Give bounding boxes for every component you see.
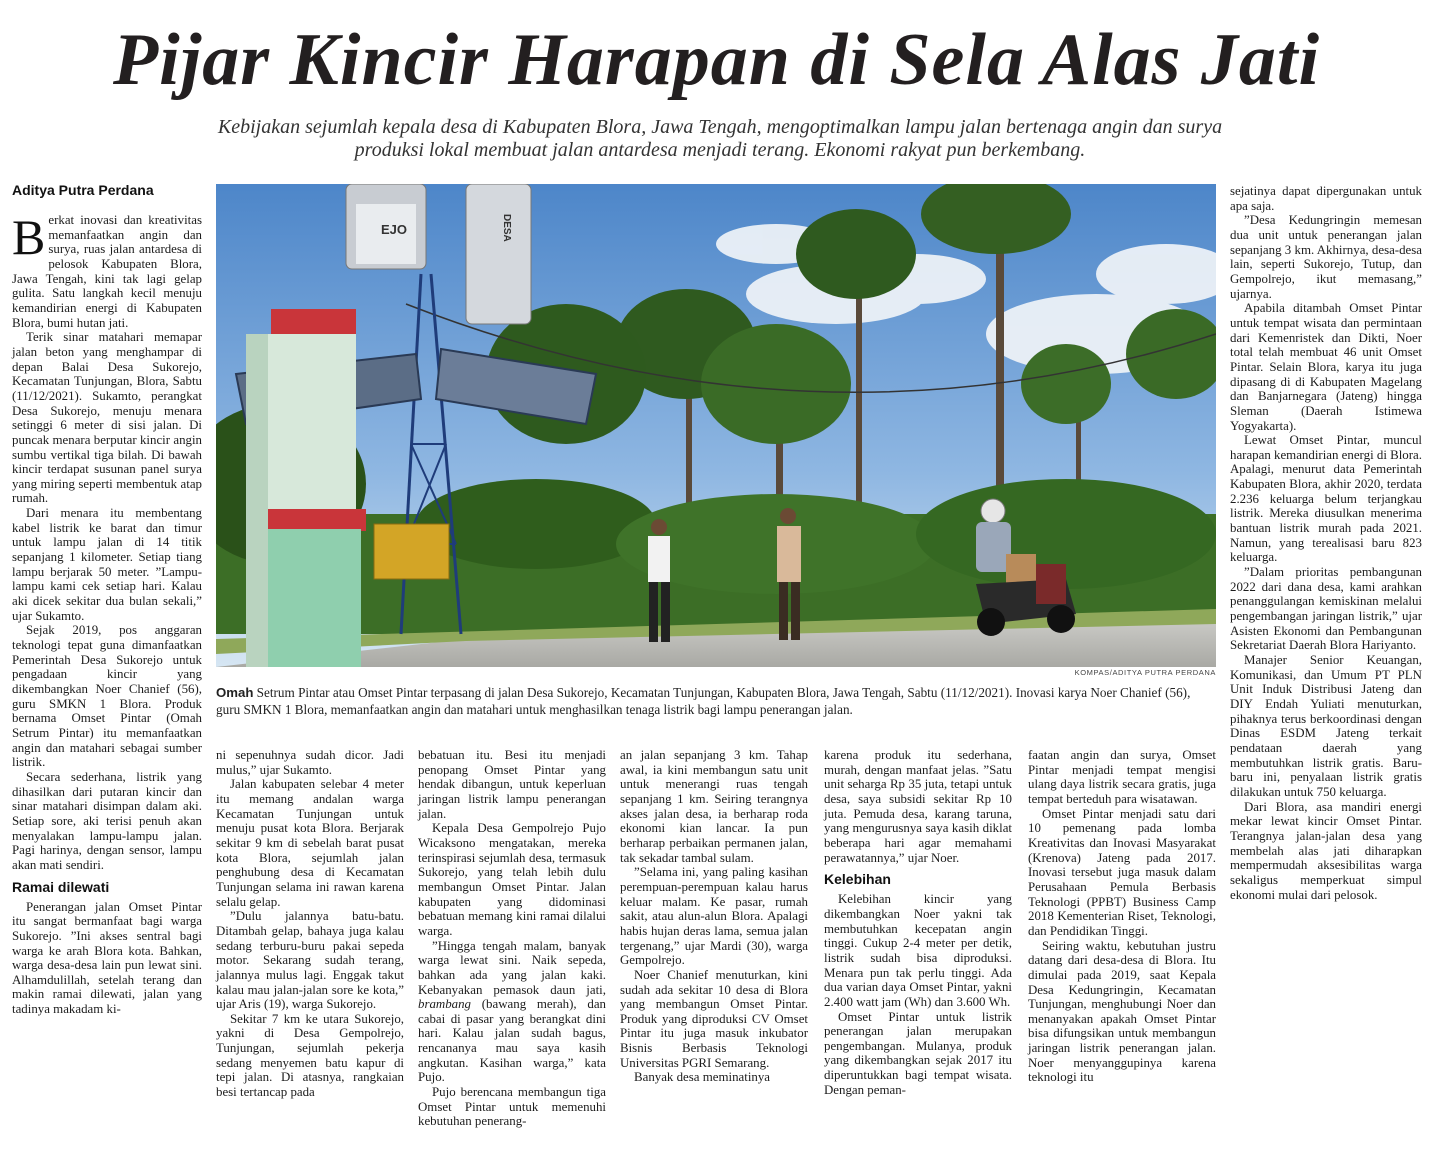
column-1 bbox=[12, 182, 202, 1017]
column-2 bbox=[216, 748, 404, 1100]
paragraph: Omset Pintar untuk listrik penerangan jalan merupakan pengembangan. Mulanya, produk yang dikembangkan sejak 2017 itu diperuntukkan bagi tempat wisata. Dengan peman- bbox=[824, 1009, 1012, 1097]
subheading-kelebihan: Kelebihan bbox=[824, 871, 891, 888]
paragraph: Jalan kabupaten selebar 4 meter itu memang andalan warga Kecamatan Tunjungan untuk menuju pusat kota Blora. Berjarak sekitar 9 km di sebelah barat pusat kota Blora, sejumlah jalan penghubung desa di Kecamatan Tunjungan selama ini rawan karena selalu gelap. bbox=[216, 777, 404, 909]
column-3 bbox=[418, 748, 606, 1129]
paragraph: Sekitar 7 km ke utara Sukorejo, yakni di Desa Gempolrejo, Tunjungan, sejumlah pekerja sedang menyemen batu kapur di tepi jalan. Di atasnya, rangkaian besi tertancap pada bbox=[216, 1011, 404, 1100]
paragraph: Terik sinar matahari memapar jalan beton yang menghampar di depan Balai Desa Sukorejo, Kecamatan Tunjungan, Blora, Sabtu (11/12/2021). Sukamto, perangkat Desa Sukorejo, menuju menara setinggi 6 meter di sisi jalan. Di puncak menara berputar kincir angin sumbu vertikal tiga bilah. Di bawah kincir terdapat susunan panel surya yang miring seperti membentuk atap rumah. bbox=[12, 330, 202, 506]
subheading-ramai-dilewati: Ramai dilewati bbox=[12, 878, 110, 895]
paragraph: Sejak 2019, pos anggaran teknologi tepat guna dimanfaatkan Pemerintah Desa Sukorejo untuk pengadaan kincir yang dikembangkan Noer Chanief (56), guru SMKN 1 Blora. Produk bernama Omset Pintar (Omah Setrum Pintar) itu memanfaatkan angin dan matahari sebagai sumber listrik. bbox=[12, 623, 202, 770]
caption-lead: Omah bbox=[216, 685, 254, 700]
column-5 bbox=[824, 748, 1012, 1097]
paragraph: ”Dalam prioritas pembangunan 2022 dari dana desa, kami arahkan penanggulangan kemiskinan melalui pengembangan jaringan listrik,” ujar Asisten Ekonomi dan Pembangunan Sekretariat Daerah Blora Hariyanto. bbox=[1230, 565, 1422, 653]
paragraph: Dari menara itu membentang kabel listrik ke barat dan timur untuk lampu jalan di 14 titik sepanjang 1 kilometer. Setiap tiang lampu berjarak 50 meter. ”Lampu-lampu kami cek setiap hari. Kalau aki dicek sekitar dua bulan sekali,” ujar Sukamto. bbox=[12, 506, 202, 623]
paragraph: Pujo berencana membangun tiga Omset Pintar untuk memenuhi kebutuhan penerang- bbox=[418, 1085, 606, 1129]
paragraph: Manajer Senior Keuangan, Komunikasi, dan Umum PT PLN Unit Induk Distribusi Jateng dan DIY Endah Yuliati menuturkan, pihaknya terus berkoordinasi dengan Dinas ESDM Jateng terkait pendataan daerah yang membutuhkan listrik gratis. Baru-baru ini, penyalaan listrik gratis dilakukan untuk 750 keluarga. bbox=[1230, 653, 1422, 799]
paragraph: Noer Chanief menuturkan, kini sudah ada sekitar 10 desa di Blora yang membangun Omset Pintar. Produk yang diproduksi CV Omset Pintar itu juga masuk inkubator Bisnis Berbasis Teknologi Universitas PGRI Semarang. bbox=[620, 967, 808, 1070]
paragraph: an jalan sepanjang 3 km. Tahap awal, ia kini membangun satu unit untuk menerangi ruas tengah sepanjang 1 km. Seiring terangnya akses jalan desa, ia berharap roda ekonomi kian lancar. Ia pun berharap perbaikan permanen jalan, tak sekadar tambal sulam. bbox=[620, 748, 808, 865]
paragraph: ”Dulu jalannya batu-batu. Ditambah gelap, bahaya juga kalau sedang terburu-buru pakai sepeda motor. Sekarang sudah terang, jalannya mulus lagi. Enggak takut kalau mau jalan-jalan sore ke kota,” ujar Aris (19), warga Sukorejo. bbox=[216, 909, 404, 1012]
photo-caption bbox=[216, 685, 1216, 718]
paragraph: karena produk itu sederhana, murah, dengan manfaat jelas. ”Satu unit seharga Rp 35 juta, tetapi untuk desa, saya subsidi sekitar Rp 10 juta. Pemuda desa, karang taruna, yang mengurusnya saya kasih diklat beberapa hari agar memahami perawatannya,” ujar Noer. bbox=[824, 748, 1012, 865]
paragraph: ”Selama ini, yang paling kasihan perempuan-perempuan kalau harus keluar malam. Ke pasar, rumah sakit, atau alun-alun Blora. Apalagi habis hujan deras lama, semua jalan tergenang,” ujar Mardi (30), warga Gempolrejo. bbox=[620, 865, 808, 968]
paragraph: sejatinya dapat dipergunakan untuk apa saja. bbox=[1230, 184, 1422, 213]
paragraph: Kelebihan kincir yang dikembangkan Noer yakni tak membutuhkan kecepatan angin tinggi. Cukup 2-4 meter per detik, listrik sudah bisa diproduksi. Menara pun tak perlu tinggi. Ada dua varian daya Omset Pintar, yakni 2.400 watt jam (Wh) dan 3.600 Wh. bbox=[824, 892, 1012, 1009]
paragraph: Lewat Omset Pintar, muncul harapan kemandirian energi di Blora. Apalagi, menurut data Pemerintah Kabupaten Blora, akhir 2020, terdata 2.236 keluarga belum terjangkau listrik. Mereka diusulkan menerima bantuan listrik murah pada 2021. Namun, yang terealisasi baru 823 keluarga. bbox=[1230, 433, 1422, 565]
headline: Pijar Kincir Harapan di Sela Alas Jati bbox=[112, 19, 1321, 101]
paragraph: Banyak desa meminatinya bbox=[634, 1070, 771, 1085]
paragraph: bebatuan itu. Besi itu menjadi penopang Omset Pintar yang hendak dibangun, untuk keperluan jaringan listrik lampu penerangan jalan. bbox=[418, 748, 606, 821]
gate-pillar bbox=[246, 309, 366, 667]
paragraph: Seiring waktu, kebutuhan justru datang dari desa-desa di Blora. Itu dimulai pada 2019, saat Kepala Desa Kedungringin, Kecamatan Tunjungan, menghubungi Noer dan menanyakan apakah Omset Pintar bisa difungsikan untuk membangun jaringan listrik penerangan jalan. Noer menyanggupinya karena teknologi itu bbox=[1028, 938, 1216, 1085]
sign-text-right: DESA bbox=[501, 214, 512, 242]
paragraph: Penerangan jalan Omset Pintar itu sangat bermanfaat bagi warga Sukorejo. ”Ini akses sentral bagi warga ke arah Blora kota. Bahkan, warga desa-desa lain pun lewat sini. Alhamdulillah, setelah terang dan makin ramai dilewati, jalan yang tadinya makadam ki- bbox=[12, 899, 202, 1017]
paragraph: ni sepenuhnya sudah dicor. Jadi mulus,” ujar Sukamto. bbox=[216, 748, 404, 777]
paragraph: Kepala Desa Gempolrejo Pujo Wicaksono mengatakan, mereka terinspirasi sejumlah desa, termasuk Sukorejo, yang telah lebih dulu membangun Omset Pintar. Jalan kabupaten yang didominasi bebatuan memang kini ramai dilalui warga. bbox=[418, 821, 606, 938]
lead-paragraph: Berkat inovasi dan kreativitas memanfaatkan angin dan surya, ruas jalan antardesa di pelosok Kabupaten Blora, Jawa Tengah, kini tak lagi gelap gulita. Satu langkah kecil menuju kemandirian energi di Kabupaten Blora, bumi hutan jati. bbox=[12, 209, 202, 330]
paragraph: Secara sederhana, listrik yang dihasilkan dari putaran kincir dan sinar matahari disimpan dalam aki. Setiap sore, aki terisi penuh akan menyalakan lampu-lampu jalan. Pagi harinya, dengan sensor, lampu akan mati sendiri. bbox=[12, 769, 202, 872]
paragraph: faatan angin dan surya, Omset Pintar menjadi tempat mengisi ulang daya listrik secara gratis, juga tempat berteduh para wisatawan. bbox=[1028, 748, 1216, 806]
news-photo bbox=[216, 184, 1216, 667]
sign-text-left: EJO bbox=[381, 222, 408, 237]
paragraph: Omset Pintar menjadi satu dari 10 pemenang pada lomba Kreativitas dan Inovasi Masyarakat (Krenova) Jateng pada 2017. Inovasi tersebut juga masuk dalam Perusahaan Pemula Berbasis Teknologi (PPBT) Business Camp 2018 Kementerian Riset, Teknologi, dan Pendidikan Tinggi. bbox=[1028, 806, 1216, 938]
paragraph: Apabila ditambah Omset Pintar untuk tempat wisata dan permintaan dari Kemenristek dan Dikti, Noer total telah membuat 46 unit Omset Pintar. Selain Blora, karya itu juga dipasang di di Kabupaten Magelang dan Banjarnegara (Jateng) hingga Sleman (Daerah Istimewa Yogyakarta). bbox=[1230, 301, 1422, 433]
column-4 bbox=[620, 748, 808, 1085]
column-7 bbox=[1230, 184, 1422, 902]
deck: Kebijakan sejumlah kepala desa di Kabupaten Blora, Jawa Tengah, mengoptimalkan lampu jalan bertenaga angin dan surya produksi lokal membuat jalan antardesa menjadi terang. Ekonomi rakyat pun berkembang. bbox=[217, 116, 1223, 161]
paragraph: ”Hingga tengah malam, banyak warga lewat sini. Naik sepeda, bahkan ada yang jalan kaki. Kebanyakan pemasok daun jati, brambang (bawang merah), dan cabai di pasar yang berangkat dini hari. Kalau jalan sudah bagus, rencananya mau saya kasih angkutan. Kasihan warga,” kata Pujo. bbox=[418, 938, 606, 1085]
byline: Aditya Putra Perdana bbox=[12, 182, 154, 198]
drop-cap: B bbox=[12, 209, 46, 265]
paragraph: ”Desa Kedungringin memesan dua unit untuk penerangan jalan sepanjang 3 km. Akhirnya, desa-desa lain, seperti Sukorejo, Tutup, dan Gempolrejo, ikut memasang,” ujarnya. bbox=[1230, 213, 1422, 301]
column-6 bbox=[1028, 748, 1216, 1085]
paragraph: Dari Blora, asa mandiri energi mekar lewat kincir Omset Pintar. Terangnya jalan-jalan desa yang membelah alas jati diharapkan mempermudah aksesibilitas warga sekaligus memperkuat simpul ekonomi mulai dari pelosok. bbox=[1230, 799, 1422, 902]
photo-credit: KOMPAS/ADITYA PUTRA PERDANA bbox=[1074, 668, 1216, 677]
caption-body: Setrum Pintar atau Omset Pintar terpasang di jalan Desa Sukorejo, Kecamatan Tunjungan, Kabupaten Blora, Jawa Tengah, Sabtu (11/12/2021). Inovasi karya Noer Chanief (56), guru SMKN 1 Blora, memanfaatkan angin dan matahari untuk menghasilkan tenaga listrik bagi lampu penerangan jalan. bbox=[216, 685, 1191, 717]
